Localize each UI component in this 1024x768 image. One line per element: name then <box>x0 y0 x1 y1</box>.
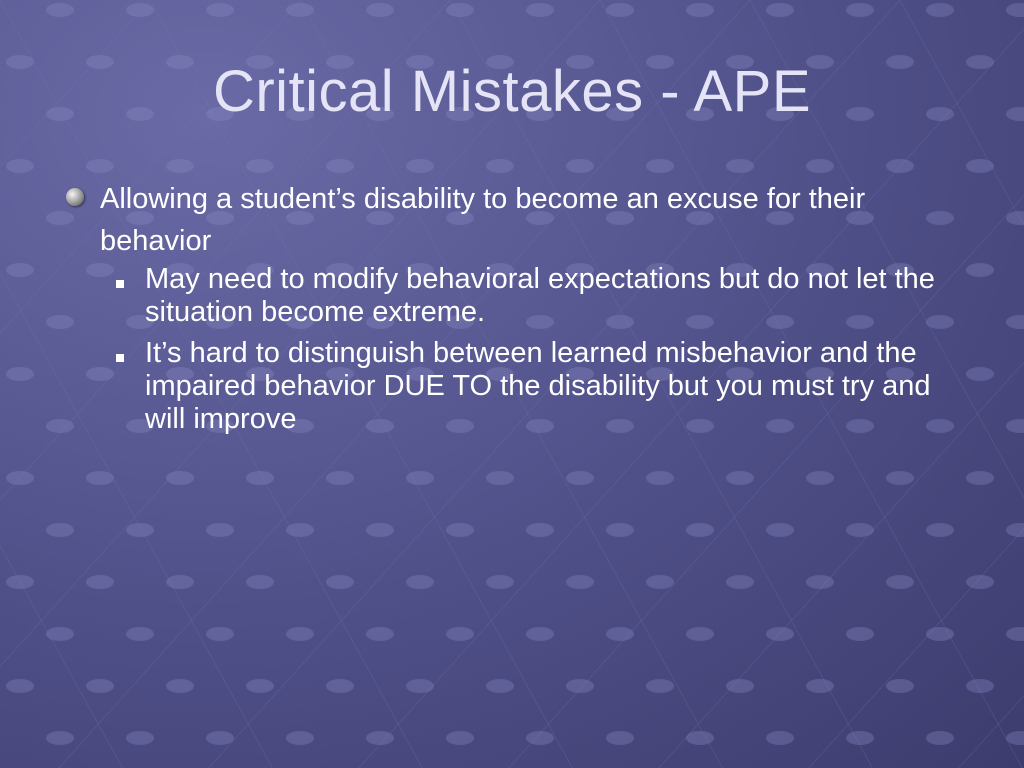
lattice-dot <box>566 471 594 485</box>
lattice-dot <box>926 523 954 537</box>
lattice-dot <box>646 679 674 693</box>
lattice-dot <box>566 575 594 589</box>
lattice-dot <box>926 731 954 745</box>
lattice-dot <box>806 471 834 485</box>
lattice-dot <box>566 159 594 173</box>
lattice-dot <box>126 3 154 17</box>
lattice-dot <box>766 627 794 641</box>
lattice-dot <box>366 3 394 17</box>
lattice-dot <box>446 3 474 17</box>
lattice-dot <box>686 3 714 17</box>
lattice-dot <box>406 679 434 693</box>
lattice-dot <box>286 523 314 537</box>
lattice-dot <box>6 679 34 693</box>
lattice-dot <box>766 3 794 17</box>
lattice-dot <box>126 523 154 537</box>
lattice-dot <box>406 575 434 589</box>
lattice-dot <box>966 471 994 485</box>
bullet-text: Allowing a student’s disability to become an excuse for their behavior <box>100 183 866 257</box>
lattice-dot <box>166 159 194 173</box>
lattice-dot <box>766 523 794 537</box>
lattice-dot <box>606 523 634 537</box>
lattice-dot <box>926 211 954 225</box>
lattice-dot <box>726 159 754 173</box>
lattice-dot <box>486 471 514 485</box>
lattice-dot <box>1006 419 1024 433</box>
lattice-dot <box>6 471 34 485</box>
lattice-dot <box>286 627 314 641</box>
lattice-dot <box>526 627 554 641</box>
slide-title: Critical Mistakes - APE <box>212 59 812 124</box>
lattice-dot <box>6 159 34 173</box>
lattice-dot <box>166 575 194 589</box>
lattice-dot <box>926 627 954 641</box>
lattice-dot <box>206 627 234 641</box>
lattice-dot <box>966 367 994 381</box>
lattice-dot <box>126 731 154 745</box>
lattice-dot <box>806 575 834 589</box>
lattice-dot <box>566 679 594 693</box>
lattice-dot <box>206 3 234 17</box>
lattice-dot <box>366 731 394 745</box>
lattice-dot <box>286 3 314 17</box>
lattice-dot <box>886 679 914 693</box>
lattice-dot <box>686 731 714 745</box>
lattice-dot <box>846 523 874 537</box>
lattice-dot <box>406 159 434 173</box>
lattice-dot <box>726 575 754 589</box>
lattice-dot <box>46 731 74 745</box>
lattice-dot <box>6 263 34 277</box>
lattice-dot <box>606 731 634 745</box>
lattice-dot <box>806 159 834 173</box>
lattice-dot <box>126 627 154 641</box>
lattice-dot <box>246 679 274 693</box>
lattice-dot <box>326 575 354 589</box>
lattice-dot <box>1006 523 1024 537</box>
lattice-dot <box>766 731 794 745</box>
lattice-dot <box>446 731 474 745</box>
lattice-dot <box>446 627 474 641</box>
lattice-dot <box>686 523 714 537</box>
sub-bullet-text: May need to modify behavioral expectations but do not let the situation become extreme. <box>145 263 935 328</box>
lattice-dot <box>966 679 994 693</box>
lattice-dot <box>6 575 34 589</box>
lattice-dot <box>646 159 674 173</box>
lattice-dot <box>486 575 514 589</box>
lattice-dot <box>46 419 74 433</box>
lattice-dot <box>166 679 194 693</box>
lattice-dot <box>606 3 634 17</box>
lattice-dot <box>846 3 874 17</box>
square-bullet-icon <box>116 354 124 362</box>
lattice-dot <box>246 471 274 485</box>
lattice-dot <box>6 367 34 381</box>
lattice-dot <box>46 211 74 225</box>
lattice-dot <box>366 627 394 641</box>
lattice-dot <box>886 159 914 173</box>
lattice-dot <box>646 575 674 589</box>
lattice-dot <box>86 471 114 485</box>
lattice-dot <box>1006 315 1024 329</box>
lattice-dot <box>406 471 434 485</box>
lattice-dot <box>166 471 194 485</box>
lattice-dot <box>646 471 674 485</box>
lattice-dot <box>726 471 754 485</box>
lattice-dot <box>966 159 994 173</box>
lattice-dot <box>326 159 354 173</box>
lattice-dot <box>366 523 394 537</box>
lattice-dot <box>886 471 914 485</box>
lattice-dot <box>966 263 994 277</box>
lattice-dot <box>246 159 274 173</box>
lattice-dot <box>846 627 874 641</box>
lattice-dot <box>966 575 994 589</box>
lattice-dot <box>526 3 554 17</box>
lattice-dot <box>446 523 474 537</box>
lattice-dot <box>86 575 114 589</box>
lattice-dot <box>46 523 74 537</box>
lattice-dot <box>726 679 754 693</box>
lattice-dot <box>86 679 114 693</box>
lattice-dot <box>86 263 114 277</box>
lattice-dot <box>86 159 114 173</box>
lattice-dot <box>486 679 514 693</box>
lattice-dot <box>926 3 954 17</box>
lattice-dot <box>806 679 834 693</box>
sphere-bullet-icon <box>66 188 84 206</box>
sub-bullet-text: It’s hard to distinguish between learned misbehavior and the impaired behavior DUE TO the disability but you must try and will improve <box>145 337 931 435</box>
lattice-dot <box>526 731 554 745</box>
lattice-dot <box>1006 627 1024 641</box>
lattice-dot <box>606 627 634 641</box>
lattice-dot <box>326 471 354 485</box>
lattice-dot <box>846 731 874 745</box>
square-bullet-icon <box>116 280 124 288</box>
lattice-dot <box>326 679 354 693</box>
lattice-dot <box>686 627 714 641</box>
lattice-dot <box>46 627 74 641</box>
lattice-dot <box>246 575 274 589</box>
lattice-dot <box>886 575 914 589</box>
lattice-dot <box>46 3 74 17</box>
lattice-dot <box>206 731 234 745</box>
lattice-dot <box>46 315 74 329</box>
lattice-dot <box>1006 3 1024 17</box>
lattice-dot <box>86 367 114 381</box>
lattice-dot <box>286 731 314 745</box>
lattice-dot <box>526 523 554 537</box>
lattice-dot <box>486 159 514 173</box>
lattice-dot <box>206 523 234 537</box>
